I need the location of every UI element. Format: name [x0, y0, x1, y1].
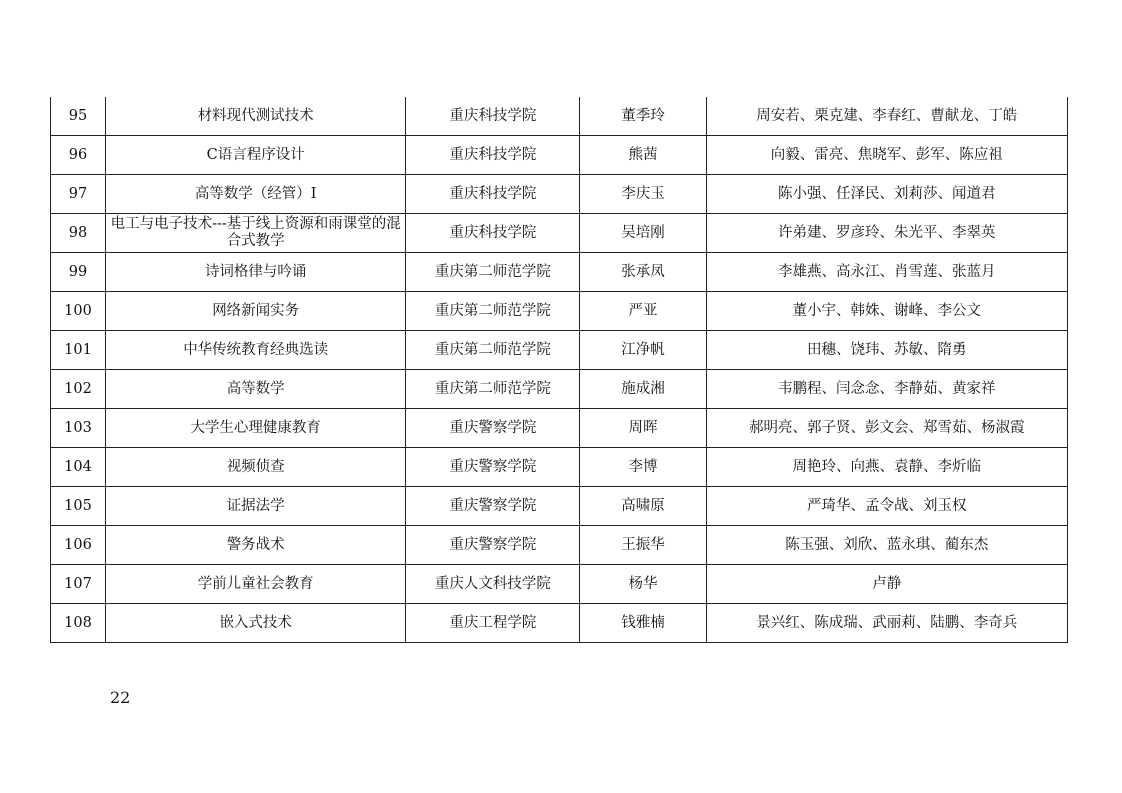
table-row [51, 331, 1068, 370]
course-leader-cell: 周晖 [580, 409, 706, 448]
school-name-cell: 重庆警察学院 [406, 448, 580, 487]
row-number-cell: 97 [51, 175, 106, 214]
school-name-cell: 重庆人文科技学院 [406, 565, 580, 604]
table-row [51, 565, 1068, 604]
table-row [51, 526, 1068, 565]
row-number-cell: 108 [51, 604, 106, 643]
course-name-cell: 中华传统教育经典选读 [106, 331, 406, 370]
row-number-cell: 99 [51, 253, 106, 292]
team-members-cell: 许弟建、罗彦玲、朱光平、李翠英 [706, 214, 1067, 253]
course-name-cell: 诗词格律与吟诵 [106, 253, 406, 292]
course-leader-cell: 董季玲 [580, 97, 706, 136]
school-name-cell: 重庆科技学院 [406, 97, 580, 136]
team-members-cell: 韦鹏程、闫念念、李静茹、黄家祥 [706, 370, 1067, 409]
school-name-cell: 重庆警察学院 [406, 487, 580, 526]
course-leader-cell: 张承凤 [580, 253, 706, 292]
row-number-cell: 95 [51, 97, 106, 136]
school-name-cell: 重庆警察学院 [406, 409, 580, 448]
row-number-cell: 98 [51, 214, 106, 253]
table-row [51, 97, 1068, 136]
team-members-cell: 严琦华、孟令战、刘玉权 [706, 487, 1067, 526]
team-members-cell: 周安若、栗克建、李春红、曹献龙、丁皓 [706, 97, 1067, 136]
course-leader-cell: 杨华 [580, 565, 706, 604]
row-number-cell: 104 [51, 448, 106, 487]
team-members-cell: 卢静 [706, 565, 1067, 604]
school-name-cell: 重庆警察学院 [406, 526, 580, 565]
table-row [51, 292, 1068, 331]
row-number-cell: 107 [51, 565, 106, 604]
course-leader-cell: 钱雅楠 [580, 604, 706, 643]
school-name-cell: 重庆第二师范学院 [406, 292, 580, 331]
row-number-cell: 106 [51, 526, 106, 565]
team-members-cell: 李雄燕、高永江、肖雪莲、张蓝月 [706, 253, 1067, 292]
row-number-cell: 101 [51, 331, 106, 370]
course-leader-cell: 李庆玉 [580, 175, 706, 214]
table-row [51, 253, 1068, 292]
school-name-cell: 重庆第二师范学院 [406, 370, 580, 409]
course-name-cell: 网络新闻实务 [106, 292, 406, 331]
school-name-cell: 重庆科技学院 [406, 175, 580, 214]
team-members-cell: 陈玉强、刘欣、蓝永琪、蔺东杰 [706, 526, 1067, 565]
row-number-cell: 100 [51, 292, 106, 331]
course-leader-cell: 吴培刚 [580, 214, 706, 253]
course-table [50, 97, 1068, 643]
team-members-cell: 田穗、饶玮、苏敏、隋勇 [706, 331, 1067, 370]
team-members-cell: 董小宇、韩姝、谢峰、李公文 [706, 292, 1067, 331]
course-name-cell: 视频侦查 [106, 448, 406, 487]
team-members-cell: 向毅、雷亮、焦晓军、彭军、陈应祖 [706, 136, 1067, 175]
course-leader-cell: 高啸原 [580, 487, 706, 526]
row-number-cell: 105 [51, 487, 106, 526]
course-name-cell: 警务战术 [106, 526, 406, 565]
course-name-cell: 证据法学 [106, 487, 406, 526]
table-row [51, 409, 1068, 448]
school-name-cell: 重庆第二师范学院 [406, 253, 580, 292]
table-row [51, 214, 1068, 253]
course-name-cell: 大学生心理健康教育 [106, 409, 406, 448]
table-row [51, 370, 1068, 409]
course-name-cell: C语言程序设计 [106, 136, 406, 175]
team-members-cell: 景兴红、陈成瑞、武丽莉、陆鹏、李奇兵 [706, 604, 1067, 643]
school-name-cell: 重庆工程学院 [406, 604, 580, 643]
row-number-cell: 96 [51, 136, 106, 175]
course-leader-cell: 严亚 [580, 292, 706, 331]
course-name-cell: 学前儿童社会教育 [106, 565, 406, 604]
course-leader-cell: 李博 [580, 448, 706, 487]
course-leader-cell: 施成湘 [580, 370, 706, 409]
course-table-body [51, 97, 1068, 643]
course-leader-cell: 王振华 [580, 526, 706, 565]
team-members-cell: 郝明亮、郭子贤、彭文会、郑雪茹、杨淑霞 [706, 409, 1067, 448]
school-name-cell: 重庆科技学院 [406, 214, 580, 253]
school-name-cell: 重庆科技学院 [406, 136, 580, 175]
team-members-cell: 陈小强、任泽民、刘莉莎、闻道君 [706, 175, 1067, 214]
table-row [51, 604, 1068, 643]
course-name-cell: 高等数学（经管）I [106, 175, 406, 214]
row-number-cell: 103 [51, 409, 106, 448]
page-number: 22 [110, 688, 131, 707]
course-leader-cell: 江净帆 [580, 331, 706, 370]
table-row [51, 487, 1068, 526]
table-row [51, 175, 1068, 214]
table-row [51, 136, 1068, 175]
table-row [51, 448, 1068, 487]
course-name-cell: 嵌入式技术 [106, 604, 406, 643]
course-leader-cell: 熊茜 [580, 136, 706, 175]
row-number-cell: 102 [51, 370, 106, 409]
team-members-cell: 周艳玲、向燕、袁静、李炘临 [706, 448, 1067, 487]
course-name-cell: 材料现代测试技术 [106, 97, 406, 136]
course-name-cell: 高等数学 [106, 370, 406, 409]
school-name-cell: 重庆第二师范学院 [406, 331, 580, 370]
course-name-cell: 电工与电子技术---基于线上资源和雨课堂的混合式教学 [106, 214, 406, 253]
